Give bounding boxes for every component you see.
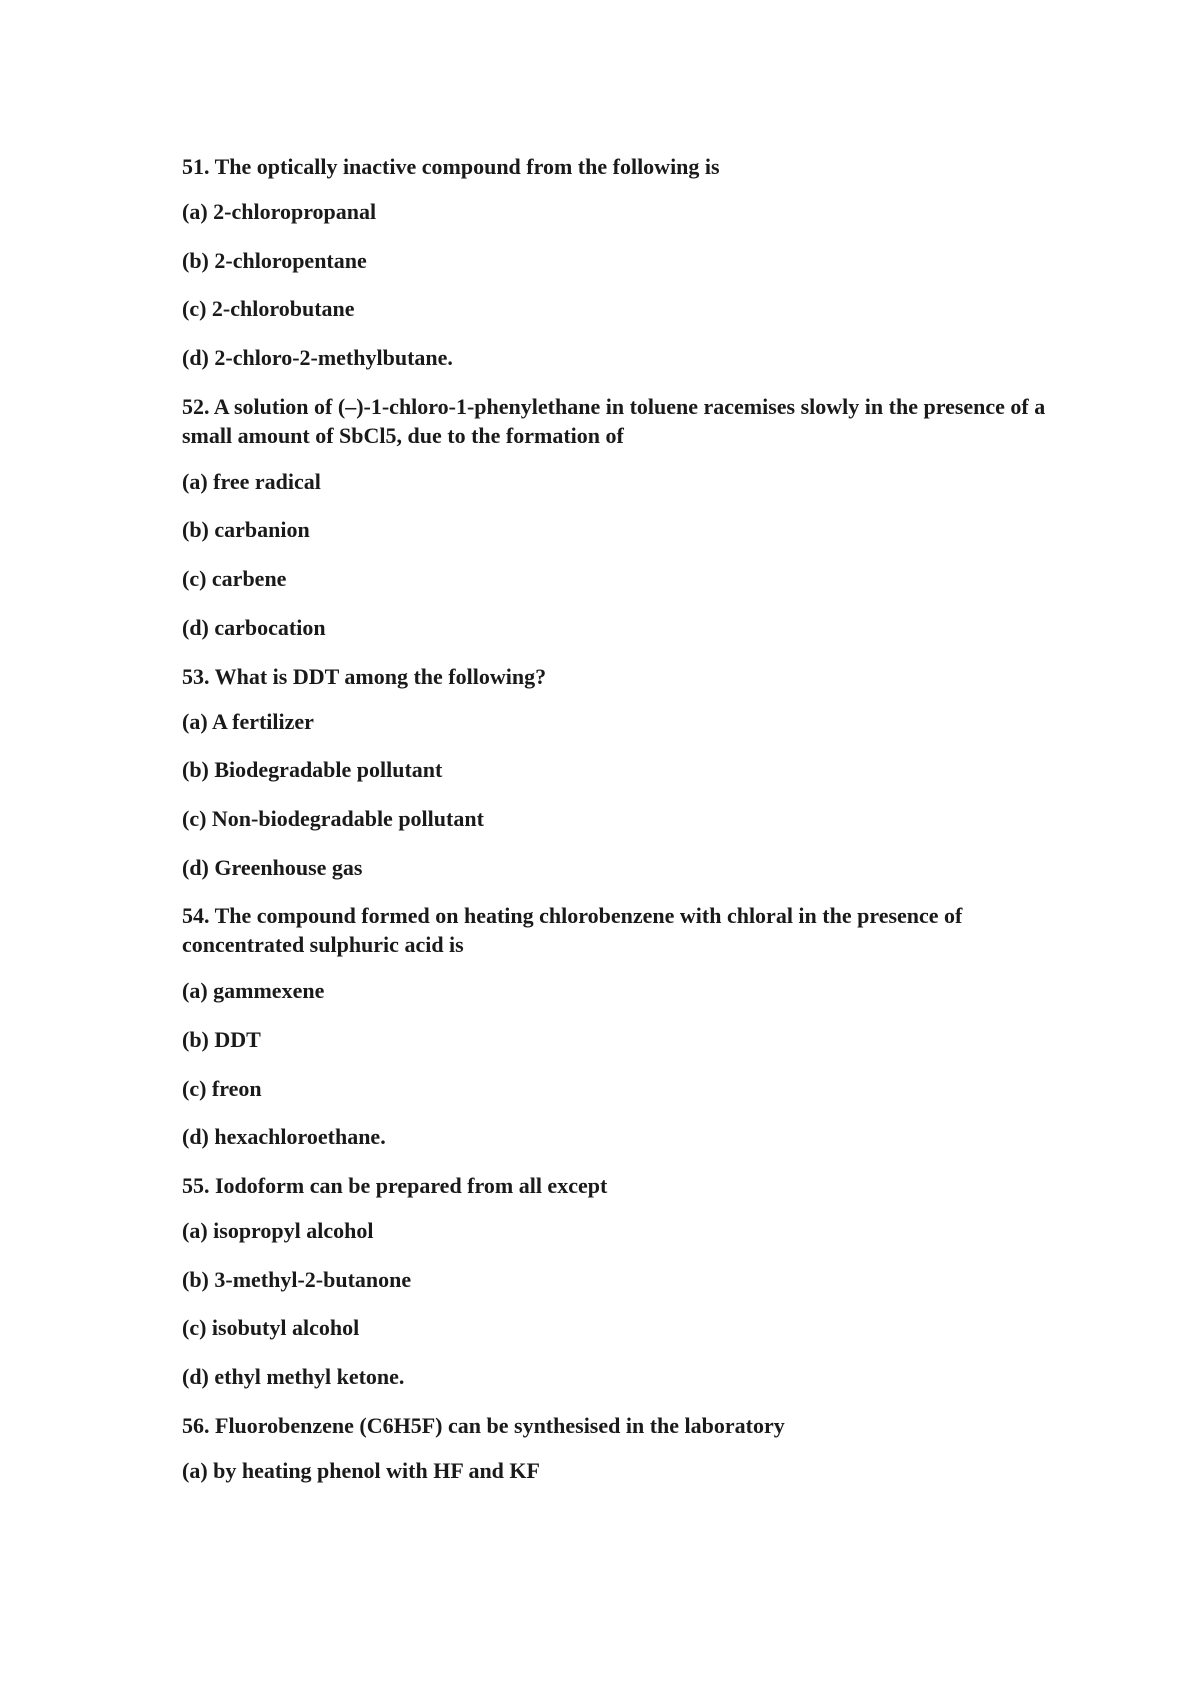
- question-56: [182, 1404, 1062, 1498]
- question-54: [182, 894, 1062, 1164]
- option-d: (d) carbocation: [182, 614, 326, 640]
- question-text: 56. Fluorobenzene (C6H5F) can be synthesised in the laboratory: [182, 1412, 785, 1438]
- question-text: 55. Iodoform can be prepared from all except: [182, 1173, 608, 1198]
- option-a: (a) isopropyl alcohol: [182, 1218, 374, 1243]
- option-d: (d) ethyl methyl ketone.: [182, 1364, 405, 1390]
- option-c: (c) freon: [182, 1075, 262, 1101]
- question-text: 52. A solution of (–)-1-chloro-1-phenylethane in toluene racemises slowly in the presence of a small amount of SbCl5, due to the formation of: [182, 393, 1046, 448]
- option-b: (b) 3-methyl-2-butanone: [182, 1266, 412, 1292]
- question-text: 51. The optically inactive compound from the following is: [182, 154, 720, 179]
- option-d: (d) 2-chloro-2-methylbutane.: [182, 345, 453, 371]
- option-c: (c) carbene: [182, 566, 287, 592]
- option-b: (b) carbanion: [182, 517, 310, 543]
- option-b: (b) 2-chloropentane: [182, 247, 367, 273]
- question-53: [182, 655, 1062, 895]
- option-a: (a) 2-chloropropanal: [182, 199, 377, 224]
- question-text: 54. The compound formed on heating chlorobenzene with chloral in the presence of concentrated sulphuric acid is: [182, 903, 963, 958]
- option-c: (c) Non-biodegradable pollutant: [182, 805, 484, 831]
- question-52: [182, 385, 1062, 655]
- option-d: (d) hexachloroethane.: [182, 1124, 386, 1150]
- option-a: (a) by heating phenol with HF and KF: [182, 1457, 540, 1483]
- question-55: [182, 1164, 1062, 1404]
- option-b: (b) DDT: [182, 1026, 261, 1052]
- option-c: (c) 2-chlorobutane: [182, 296, 355, 322]
- option-b: (b) Biodegradable pollutant: [182, 757, 443, 783]
- option-a: (a) free radical: [182, 468, 321, 494]
- option-d: (d) Greenhouse gas: [182, 854, 363, 880]
- option-a: (a) A fertilizer: [182, 708, 314, 734]
- question-51: [182, 145, 1062, 385]
- question-list: [182, 145, 1062, 1497]
- option-c: (c) isobutyl alcohol: [182, 1315, 360, 1341]
- question-text: 53. What is DDT among the following?: [182, 663, 547, 689]
- option-a: (a) gammexene: [182, 978, 325, 1004]
